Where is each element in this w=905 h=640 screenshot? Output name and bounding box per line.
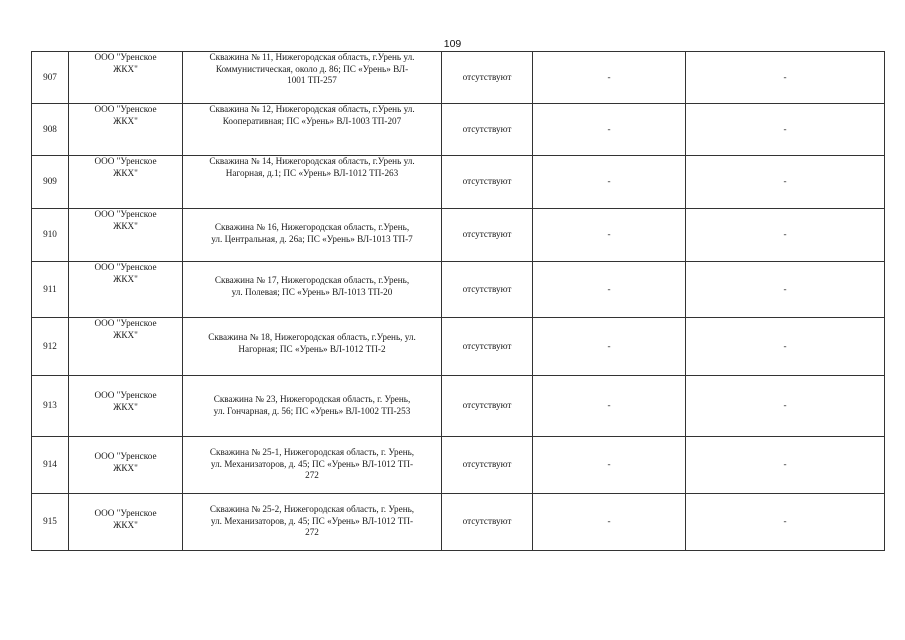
dash-cell: - — [686, 318, 885, 376]
description-line: Скважина № 23, Нижегородская область, г. Урень, — [213, 394, 411, 404]
well-description-cell — [183, 209, 442, 262]
dash-cell: - — [686, 494, 885, 551]
description-line: Нагорная; ПС «Урень» ВЛ-1012 ТП-2 — [238, 343, 386, 354]
organization-line: ООО "Уренское — [94, 451, 157, 461]
organization-line: ЖКХ" — [113, 462, 138, 473]
dash-cell: - — [533, 494, 686, 551]
organization-cell — [69, 209, 183, 262]
status-cell: отсутствуют — [442, 376, 533, 437]
row-number: 915 — [32, 494, 69, 551]
organization-line: ЖКХ" — [113, 519, 138, 530]
description-line: Скважина № 12, Нижегородская область, г.Урень ул. — [209, 104, 415, 114]
organization-cell — [69, 52, 183, 104]
organization-line: ООО "Уренское — [94, 390, 157, 400]
description-line: ул. Механизаторов, д. 45; ПС «Урень» ВЛ-1012 ТП- — [210, 515, 414, 526]
description-line: ул. Гончарная, д. 56; ПС «Урень» ВЛ-1002 ТП-253 — [213, 405, 411, 416]
table-row — [32, 156, 885, 209]
organization-line: ЖКХ" — [113, 329, 138, 340]
row-number: 911 — [32, 262, 69, 318]
table-row — [32, 104, 885, 156]
organization-line: ЖКХ" — [113, 273, 138, 284]
organization-line: ЖКХ" — [113, 401, 138, 412]
organization-cell — [69, 437, 183, 494]
table-row — [32, 376, 885, 437]
organization-line: ООО "Уренское — [94, 104, 157, 114]
well-description-cell — [183, 437, 442, 494]
status-cell: отсутствуют — [442, 52, 533, 104]
row-number: 912 — [32, 318, 69, 376]
description-line: Коммунистическая, около д. 86; ПС «Урень» ВЛ- — [215, 63, 409, 74]
organization-cell — [69, 376, 183, 437]
dash-cell: - — [686, 156, 885, 209]
organization-cell — [69, 156, 183, 209]
dash-cell: - — [533, 209, 686, 262]
status-cell: отсутствуют — [442, 104, 533, 156]
page-number: 109 — [443, 38, 462, 50]
dash-cell: - — [533, 262, 686, 318]
dash-cell: - — [686, 262, 885, 318]
organization-cell — [69, 318, 183, 376]
organization-cell — [69, 104, 183, 156]
status-cell: отсутствуют — [442, 262, 533, 318]
description-line: Скважина № 14, Нижегородская область, г.Урень ул. — [209, 156, 415, 166]
row-number: 914 — [32, 437, 69, 494]
dash-cell: - — [533, 156, 686, 209]
organization-line: ООО "Уренское — [94, 508, 157, 518]
table-row — [32, 209, 885, 262]
dash-cell: - — [533, 52, 686, 104]
description-line: ул. Механизаторов, д. 45; ПС «Урень» ВЛ-1012 ТП- — [210, 458, 414, 469]
organization-line: ООО "Уренское — [94, 262, 157, 272]
status-cell: отсутствуют — [442, 209, 533, 262]
organization-line: ООО "Уренское — [94, 156, 157, 166]
description-line: Скважина № 11, Нижегородская область, г.Урень ул. — [209, 52, 415, 62]
organization-line: ЖКХ" — [113, 63, 138, 74]
well-description-cell — [183, 262, 442, 318]
dash-cell: - — [533, 104, 686, 156]
description-line: Скважина № 17, Нижегородская область, г.Урень, — [214, 275, 410, 285]
organization-line: ООО "Уренское — [94, 52, 157, 62]
description-line: ул. Полевая; ПС «Урень» ВЛ-1013 ТП-20 — [231, 286, 393, 297]
row-number: 913 — [32, 376, 69, 437]
table-row — [32, 437, 885, 494]
organization-line: ООО "Уренское — [94, 209, 157, 219]
table-row — [32, 52, 885, 104]
dash-cell: - — [686, 376, 885, 437]
table-row — [32, 494, 885, 551]
table-row — [32, 318, 885, 376]
well-description-cell — [183, 104, 442, 156]
description-line: Скважина № 18, Нижегородская область, г.Урень, ул. — [208, 332, 416, 342]
dash-cell: - — [686, 52, 885, 104]
status-cell: отсутствуют — [442, 156, 533, 209]
row-number: 909 — [32, 156, 69, 209]
description-line: Скважина № 25-1, Нижегородская область, г. Урень, — [209, 447, 415, 457]
organization-cell — [69, 262, 183, 318]
dash-cell: - — [533, 318, 686, 376]
organization-line: ООО "Уренское — [94, 318, 157, 328]
status-cell: отсутствуют — [442, 437, 533, 494]
well-description-cell — [183, 318, 442, 376]
organization-cell — [69, 494, 183, 551]
row-number: 908 — [32, 104, 69, 156]
organization-line: ЖКХ" — [113, 167, 138, 178]
description-line: Скважина № 16, Нижегородская область, г.Урень, — [214, 222, 410, 232]
row-number: 907 — [32, 52, 69, 104]
description-line: Скважина № 25-2, Нижегородская область, г. Урень, — [209, 504, 415, 514]
description-line: Кооперативная; ПС «Урень» ВЛ-1003 ТП-207 — [222, 115, 402, 126]
status-cell: отсутствуют — [442, 318, 533, 376]
description-line: Нагорная, д.1; ПС «Урень» ВЛ-1012 ТП-263 — [225, 167, 399, 178]
table-row — [32, 262, 885, 318]
dash-cell: - — [686, 437, 885, 494]
well-description-cell — [183, 52, 442, 104]
organization-line: ЖКХ" — [113, 115, 138, 126]
row-number: 910 — [32, 209, 69, 262]
description-line: 272 — [305, 470, 319, 480]
dash-cell: - — [533, 376, 686, 437]
well-description-cell — [183, 156, 442, 209]
status-cell: отсутствуют — [442, 494, 533, 551]
description-line: 1001 ТП-257 — [287, 75, 337, 85]
dash-cell: - — [533, 437, 686, 494]
well-description-cell — [183, 494, 442, 551]
wells-table — [31, 51, 885, 551]
well-description-cell — [183, 376, 442, 437]
organization-line: ЖКХ" — [113, 220, 138, 231]
dash-cell: - — [686, 209, 885, 262]
dash-cell: - — [686, 104, 885, 156]
description-line: 272 — [305, 527, 319, 537]
description-line: ул. Центральная, д. 26а; ПС «Урень» ВЛ-1013 ТП-7 — [211, 233, 413, 244]
